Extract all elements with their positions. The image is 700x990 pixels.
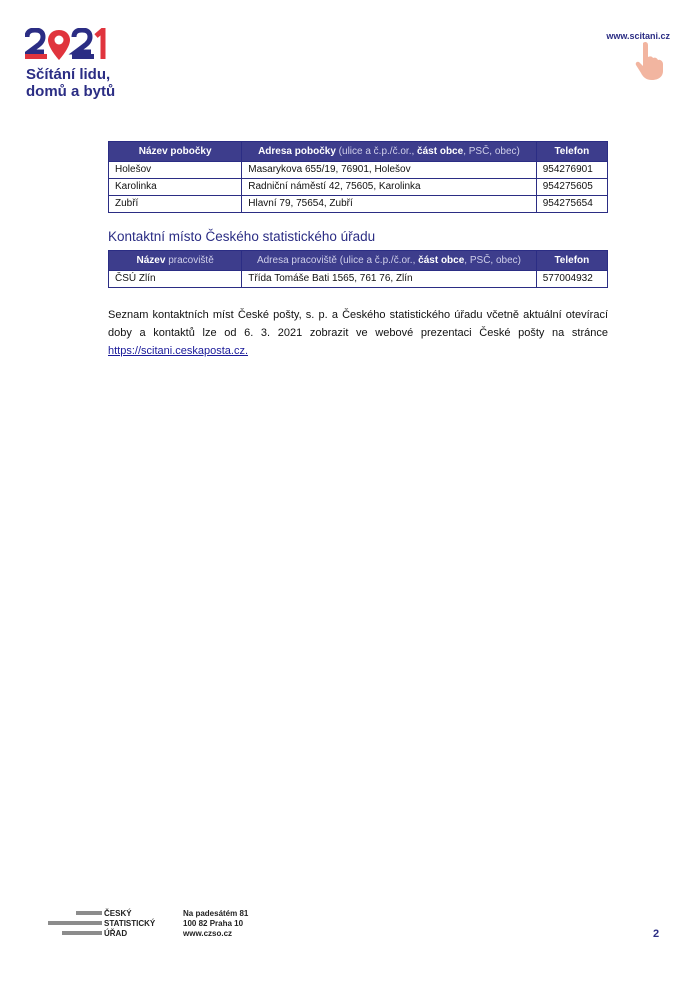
address-header-note-bold: část obce [417,146,464,157]
column-header-phone: Telefon [536,142,607,162]
branch-address: Radniční náměstí 42, 75605, Karolinka [242,179,536,196]
logo-title-line2: domů a bytů [26,83,116,100]
footer-website-link[interactable]: www.czso.cz [183,929,233,938]
office-header-note: pracoviště [168,255,214,266]
office-address-header-note-bold: část obce [418,255,465,266]
branch-name: Karolinka [109,179,242,196]
czso-logo [48,909,178,941]
census-logo [25,28,135,98]
office-phone: 577004932 [536,271,607,288]
footer-address-line1: Na padesátém 81 [183,909,249,918]
address-header-main: Adresa pobočky [258,146,336,157]
website-badge[interactable] [590,30,670,80]
column-header-office-address [242,251,536,271]
czso-logo-text-line2: STATISTICKÝ [104,919,156,928]
czso-logo-bar [48,921,102,925]
table-header-row [109,142,608,162]
pointing-hand-icon [633,41,667,81]
branch-phone: 954276901 [536,162,607,179]
census-2021-logo-graphic [25,28,111,62]
branch-address: Hlavní 79, 75654, Zubří [242,196,536,213]
ceskaposta-link[interactable]: https://scitani.ceskaposta.cz. [108,345,249,357]
location-pin-icon [48,30,70,60]
czso-logo-bar [76,911,102,915]
table-row [109,271,608,288]
info-paragraph [108,306,608,360]
branch-address: Masarykova 655/19, 76901, Holešov [242,162,536,179]
office-address-header-note-post: , PSČ, obec) [464,255,521,266]
address-header-note-pre: (ulice a č.p./č.or., [338,146,415,157]
column-header-branch-name: Název pobočky [109,142,242,162]
czso-section-heading: Kontaktní místo Českého statistického úřadu [108,229,376,244]
table-row [109,196,608,213]
office-name: ČSÚ Zlín [109,271,242,288]
office-address: Třída Tomáše Bati 1565, 761 76, Zlín [242,271,536,288]
czso-logo-bar [62,931,102,935]
branches-table [108,141,608,213]
address-header-note-post: , PSČ, obec) [463,146,520,157]
table-header-row [109,251,608,271]
czso-logo-text-line1: ČESKÝ [104,909,132,918]
table-row [109,179,608,196]
page-number: 2 [653,928,660,940]
branch-phone: 954275654 [536,196,607,213]
logo-title-line1: Sčítání lidu, [26,66,111,83]
info-paragraph-text: Seznam kontaktních míst České pošty, s. p. a Českého statistického úřadu včetně aktuální otevírací doby a kontaktů lze od 6. 3. 2021 zobrazit ve webové prezentaci České pošty na stránce [108,309,608,339]
table-row [109,162,608,179]
column-header-branch-address [242,142,536,162]
column-header-phone: Telefon [536,251,607,271]
branch-phone: 954275605 [536,179,607,196]
branch-name: Holešov [109,162,242,179]
column-header-office-name [109,251,242,271]
footer-address [183,909,248,939]
office-header-main: Název [136,255,166,266]
website-link[interactable]: www.scitani.cz [606,31,670,41]
office-address-header-note-pre: (ulice a č.p./č.or., [339,255,416,266]
footer-address-line2: 100 82 Praha 10 [183,919,244,928]
branch-name: Zubří [109,196,242,213]
office-address-header-main: Adresa pracoviště [256,255,337,266]
czso-logo-text-line3: ÚŘAD [104,929,128,938]
czso-contact-table [108,250,608,288]
